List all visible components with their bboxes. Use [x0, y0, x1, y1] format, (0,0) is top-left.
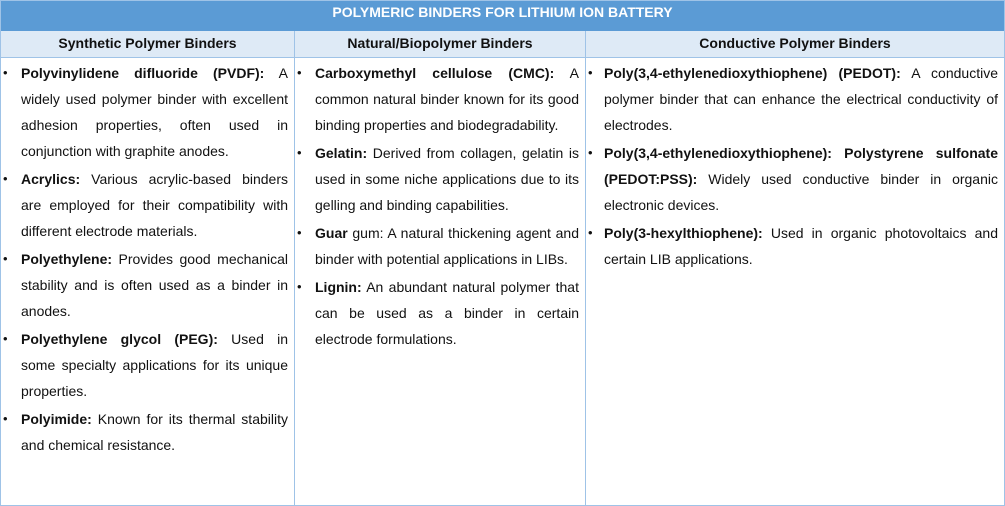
list-item: [1, 166, 294, 244]
item-term: Polyethylene:: [21, 251, 113, 267]
list-item: [1, 246, 294, 324]
list-item: [1, 406, 294, 458]
column-header-natural: Natural/Biopolymer Binders: [295, 31, 586, 57]
item-term: Carboxymethyl cellulose (CMC):: [315, 65, 555, 81]
item-description: Known for its thermal stability and chemical resistance.: [21, 411, 288, 453]
synthetic-column: [1, 58, 295, 505]
item-description: Provides good mechanical stability and is often used as a binder in anodes.: [21, 251, 288, 319]
list-item: [1, 60, 294, 164]
item-description: Widely used conductive binder in organic electronic devices.: [604, 171, 998, 213]
item-term: Polyimide:: [21, 411, 92, 427]
list-item: [295, 220, 585, 272]
header-row: [1, 31, 1004, 58]
item-term: Poly(3-hexylthiophene):: [604, 225, 763, 241]
item-description: gum: A natural thickening agent and binder with potential applications in LIBs.: [315, 225, 579, 267]
list-item: [295, 274, 585, 352]
list-item: [586, 140, 1004, 218]
column-header-synthetic: Synthetic Polymer Binders: [1, 31, 295, 57]
item-description: A common natural binder known for its good binding properties and biodegradability.: [315, 65, 579, 133]
list-item: [586, 220, 1004, 272]
item-term: Guar: [315, 225, 348, 241]
table-title: POLYMERIC BINDERS FOR LITHIUM ION BATTERY: [1, 1, 1004, 31]
item-term: Poly(3,4-ethylenedioxythiophene): Polystyrene sulfonate (PEDOT:PSS):: [604, 145, 998, 187]
item-term: Acrylics:: [21, 171, 81, 187]
natural-list: [295, 60, 585, 352]
item-description: A conductive polymer binder that can enhance the electrical conductivity of electrodes.: [604, 65, 998, 133]
body-row: [1, 58, 1004, 505]
list-item: [295, 60, 585, 138]
item-term: Polyethylene glycol (PEG):: [21, 331, 218, 347]
item-description: An abundant natural polymer that can be used as a binder in certain electrode formulations.: [315, 279, 579, 347]
item-description: Used in organic photovoltaics and certain LIB applications.: [604, 225, 998, 267]
list-item: [586, 60, 1004, 138]
list-item: [1, 326, 294, 404]
item-description: A widely used polymer binder with excellent adhesion properties, often used in conjunction with graphite anodes.: [21, 65, 288, 159]
list-item: [295, 140, 585, 218]
item-description: Derived from collagen, gelatin is used in some niche applications due to its gelling and binding capabilities.: [315, 145, 579, 213]
item-term: Gelatin:: [315, 145, 368, 161]
item-term: Lignin:: [315, 279, 362, 295]
conductive-list: [586, 60, 1004, 272]
item-description: Used in some specialty applications for its unique properties.: [21, 331, 289, 399]
natural-column: [295, 58, 586, 505]
item-term: Poly(3,4-ethylenedioxythiophene) (PEDOT):: [604, 65, 901, 81]
item-term: Polyvinylidene difluoride (PVDF):: [21, 65, 265, 81]
item-description: Various acrylic-based binders are employed for their compatibility with different electrode materials.: [21, 171, 288, 239]
conductive-column: [586, 58, 1004, 505]
synthetic-list: [1, 60, 294, 458]
column-header-conductive: Conductive Polymer Binders: [699, 35, 891, 51]
